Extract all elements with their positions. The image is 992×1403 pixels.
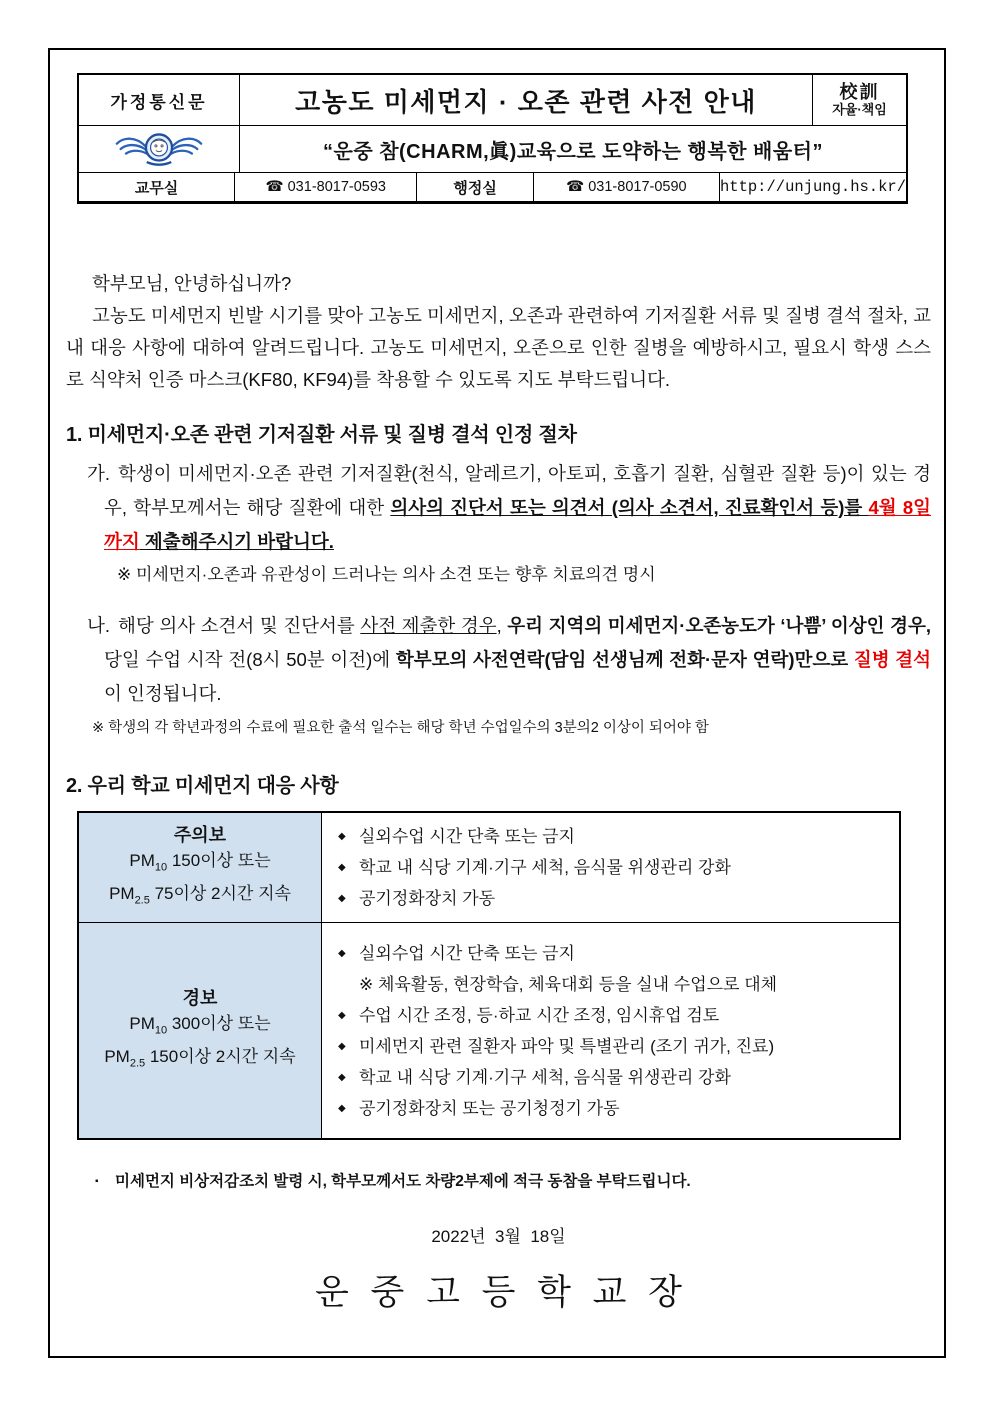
carpool-notice [95, 1170, 931, 1194]
advisory-actions-cell [322, 813, 899, 922]
bullet-icon: ◆ [338, 1102, 346, 1114]
action-item [338, 1000, 883, 1031]
document-body [66, 268, 931, 1315]
header-row-title [79, 75, 906, 125]
action-text: 미세먼지 관련 질환자 파악 및 특별관리 (조기 귀가, 진료) [359, 1036, 775, 1056]
action-text: 학교 내 식당 기계·기구 세척, 음식물 위생관리 강화 [359, 1067, 731, 1087]
action-text: ※ 체육활동, 현장학습, 체육대회 등을 실내 수업으로 대체 [359, 974, 778, 994]
clause-na-illness-absence-red: 질병 결석 [853, 649, 932, 670]
clause-ga-emphasis-end: 제출해주시기 바랍니다. [139, 531, 334, 552]
action-text: 공기정화장치 또는 공기청정기 가동 [359, 1098, 620, 1118]
action-text: 학교 내 식당 기계·기구 세척, 음식물 위생관리 강화 [359, 858, 731, 877]
advisory-condition-2: $PM_{2.5}$ 75이상 2시간 지속 [109, 883, 291, 906]
school-motto [812, 75, 906, 125]
warning-condition-2: $PM_{2.5}$ 150이상 2시간 지속 [104, 1046, 296, 1069]
action-item [338, 1062, 883, 1093]
advisory-condition-1: $PM_{10}$ 150이상 또는 [129, 851, 271, 874]
office1-label: 교무실 [134, 179, 179, 197]
table-row-warning [79, 922, 899, 1138]
bullet-icon: ◆ [338, 831, 346, 842]
office2-label: 행정실 [416, 173, 532, 201]
school-slogan: “운중 참(CHARM,眞)교육으로 도약하는 행복한 배움터” [239, 126, 906, 172]
section1-heading: 1. 미세먼지·오존 관련 기저질환 서류 및 질병 결석 인정 절차 [66, 424, 577, 446]
warning-actions-cell [322, 923, 899, 1138]
warning-level: 경보 [182, 988, 218, 1009]
action-item [338, 883, 883, 914]
bullet-icon: ◆ [338, 1040, 346, 1052]
header-row-slogan [79, 125, 906, 172]
issue-date: 2022년 3월 18일 [431, 1227, 566, 1246]
action-item [338, 852, 883, 883]
office2-phone: ☎ 031-8017-0590 [533, 173, 719, 201]
bullet-icon: ◆ [338, 1071, 346, 1083]
advisory-condition-cell [79, 813, 322, 922]
intro-paragraph: 고농도 미세먼지 빈발 시기를 맞아 고농도 미세먼지, 오존과 관련하여 기저질환 서류 및 질병 결석 절차, 교내 대응 사항에 대하여 알려드립니다. 고농도 미세먼지, 오존으로 인한 질병을 예방하시고, 필요시 학생 스스로 식약처 인증 마스크(KF80, KF94)를 착용할 수 있도록 지도 부탁드립니다. [66, 305, 931, 390]
table-row-advisory [79, 813, 899, 922]
motto-value: 자율·책임 [832, 101, 887, 117]
action-text: 실외수업 시간 단축 또는 금지 [359, 827, 575, 846]
clause-ga [87, 457, 931, 559]
clause-na-text3: 당일 수업 시작 전(8시 50분 이전)에 [104, 649, 396, 670]
action-text: 수업 시간 조정, 등·하교 시간 조정, 임시휴업 검토 [359, 1005, 720, 1025]
office1-phone: ☎ 031-8017-0593 [234, 173, 416, 201]
action-item [338, 938, 883, 969]
clause-na-note: ※ 학생의 각 학년과정의 수료에 필요한 출석 일수는 해당 학년 수업일수의 3분의2 이상이 되어야 함 [92, 720, 709, 736]
clause-na-underline: 사전 제출한 경우 [360, 615, 497, 636]
doc-type-label: 가정통신문 [110, 92, 208, 112]
school-website-url: http://unjung.hs.kr/ [719, 173, 906, 201]
clause-ga-emphasis: 의사의 진단서 또는 의견서 (의사 소견서, 진료확인서 등)를 [390, 497, 869, 518]
clause-na-bold1: 우리 지역의 미세먼지·오존농도가 ‘나쁨’ 이상인 경우, [507, 615, 932, 636]
clause-ga-label: 가. [87, 463, 111, 484]
header-table [77, 73, 908, 204]
warning-condition-1: $PM_{10}$ 300이상 또는 [129, 1014, 271, 1037]
action-text: 공기정화장치 가동 [359, 889, 496, 908]
clause-ga-text: 학생이 미세먼지·오존 관련 기저질환(천식, 알레르기, 아토피, 호흡기 질환, 심혈관 질환 등)이 있는 경우, 학부모께서는 해당 질환에 대한 [104, 463, 931, 518]
warning-condition-cell [79, 923, 322, 1138]
dust-response-table [77, 811, 901, 1140]
principal-signature: 운중고등학교장 [315, 1273, 704, 1312]
clause-ga-note: ※ 미세먼지·오존과 유관성이 드러나는 의사 소견 또는 향후 치료의견 명시 [117, 565, 656, 584]
section2-heading: 2. 우리 학교 미세먼지 대응 사항 [66, 775, 339, 797]
clause-na-label: 나. [87, 615, 111, 636]
advisory-level: 주의보 [173, 825, 227, 846]
clause-na-text4: 이 인정됩니다. [104, 683, 222, 704]
bullet-icon: ◆ [338, 1009, 346, 1021]
clause-na [87, 609, 931, 711]
greeting-line: 학부모님, 안녕하십니까? [92, 273, 292, 294]
page-border [48, 48, 946, 1358]
action-item [338, 1093, 883, 1124]
action-text: 실외수업 시간 단축 또는 금지 [359, 943, 575, 963]
bullet-icon: ◆ [338, 862, 346, 873]
square-bullet-icon: ▪ [95, 1176, 99, 1187]
bullet-icon: ◆ [338, 947, 346, 959]
action-item [338, 821, 883, 852]
bullet-icon: ◆ [338, 893, 346, 904]
bullet-icon [338, 969, 359, 1000]
clause-na-text2: , [496, 615, 508, 636]
clause-ga-deadline-red: 4월 8일까지 [104, 497, 931, 552]
school-logo-cell [79, 126, 239, 172]
action-item [338, 969, 883, 1000]
clause-na-text1: 해당 의사 소견서 및 진단서를 [118, 615, 361, 636]
page-title: 고농도 미세먼지 · 오존 관련 사전 안내 [239, 75, 812, 125]
school-emblem-icon [113, 129, 205, 169]
header-row-contacts [79, 172, 906, 201]
motto-label: 校訓 [839, 82, 880, 103]
carpool-notice-text: 미세먼지 비상저감조치 발령 시, 학부모께서도 차량2부제에 적극 동참을 부탁드립니다. [115, 1173, 691, 1190]
clause-na-bold2: 학부모의 사전연락(담임 선생님께 전화·문자 연락)만으로 [395, 649, 854, 670]
action-item [338, 1031, 883, 1062]
